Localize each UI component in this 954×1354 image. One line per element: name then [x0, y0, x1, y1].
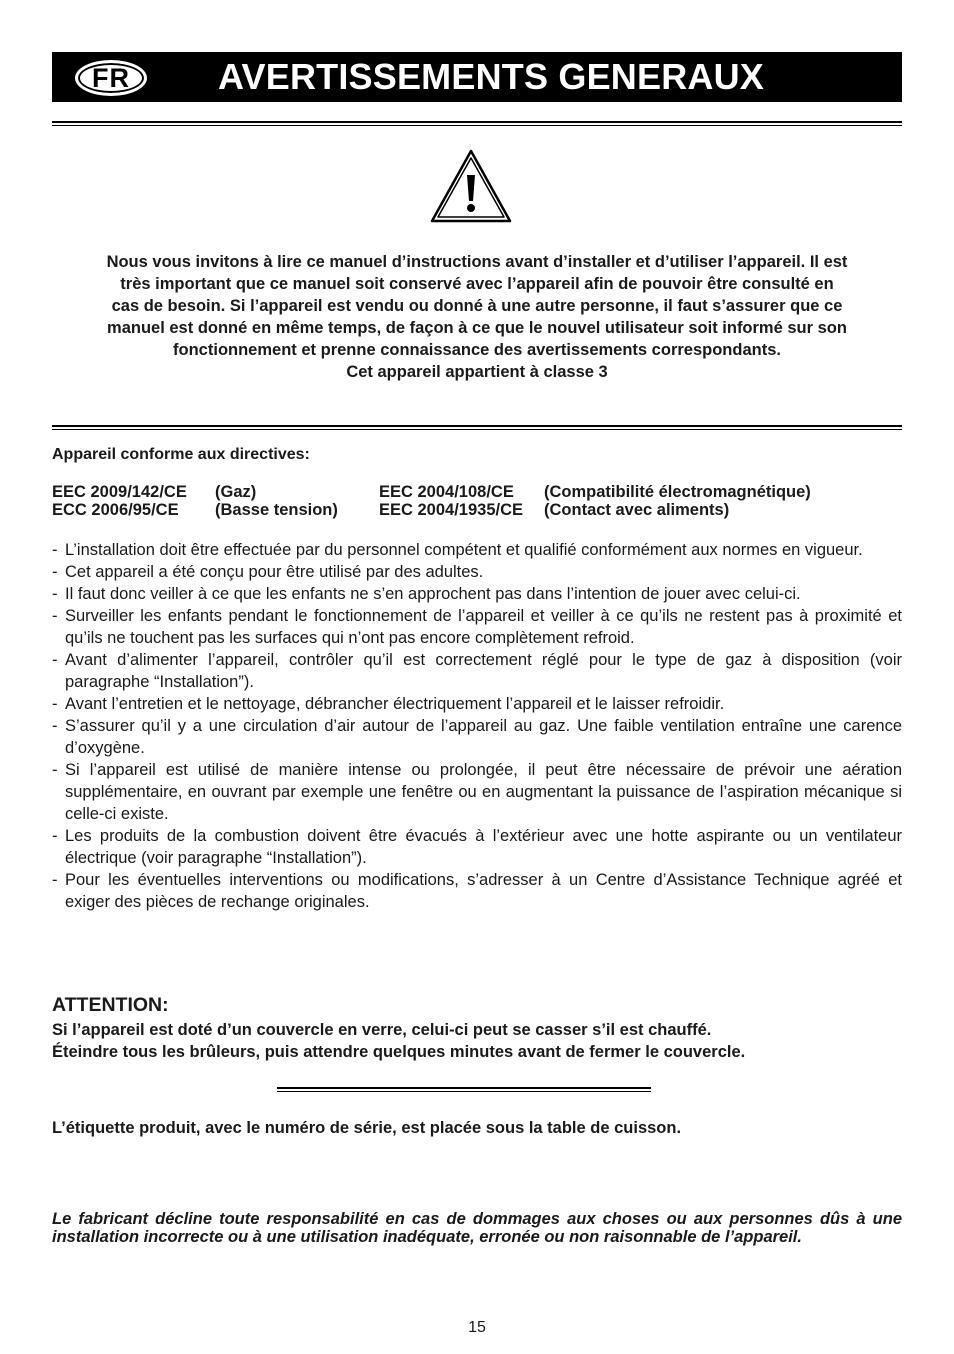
divider-short [277, 1087, 651, 1092]
warning-triangle-icon [430, 149, 512, 223]
intro-paragraph [60, 251, 894, 383]
directive-desc: (Gaz) [215, 483, 257, 501]
manufacturer-disclaimer: Le fabricant décline toute responsabilité en cas de dommages aux choses ou aux personnes dûs à une installation incorrecte ou à une utilisation inadéquate, erronée ou non raisonnable de l’appareil. [52, 1210, 902, 1246]
directive-desc: (Basse tension) [215, 501, 338, 519]
directive-code: EEC 2004/1935/CE [379, 501, 524, 519]
page-number: 15 [468, 1319, 486, 1336]
intro-line: très important que ce manuel soit conservé avec l’appareil afin de pouvoir être consulté en [120, 275, 834, 293]
divider-top [52, 121, 902, 126]
directive-code: EEC 2004/108/CE [379, 483, 514, 501]
directive-desc: (Contact avec aliments) [544, 501, 730, 519]
list-item: - S’assurer qu’il y a une circulation d’air autour de l’appareil au gaz. Une faible ventilation entraîne une carence d’oxygène. [52, 715, 902, 759]
list-item: - Si l’appareil est utilisé de manière intense ou prolongée, il peut être nécessaire de prévoir une aération supplémentaire, en ouvrant par exemple une fenêtre ou en augmentant la puissance de l’aspiration mécanique si celle-ci existe. [52, 759, 902, 825]
list-item: - Pour les éventuelles interventions ou modifications, s’adresser à un Centre d’Assistance Technique agréé et exiger des pièces de rechange originales. [52, 869, 902, 913]
product-label-note: L’étiquette produit, avec le numéro de série, est placée sous la table de cuisson. [52, 1119, 682, 1137]
intro-line: fonctionnement et prenne connaissance des avertissements correspondants. [173, 341, 781, 359]
attention-heading: ATTENTION: [52, 994, 169, 1016]
divider-middle [52, 425, 902, 430]
list-item: - Les produits de la combustion doivent être évacués à l’extérieur avec une hotte aspirante ou un ventilateur électrique (voir paragraphe “Installation”). [52, 825, 902, 869]
list-item: - Surveiller les enfants pendant le fonctionnement de l’appareil et veiller à ce qu’ils ne restent pas à proximité et qu’ils ne touchent pas les surfaces qui n’ont pas encore complètement refroid. [52, 605, 902, 649]
language-badge-label: FR [92, 62, 130, 93]
directive-code: EEC 2009/142/CE [52, 483, 187, 501]
language-badge [75, 60, 147, 96]
page-title: AVERTISSEMENTS GENERAUX [218, 56, 765, 97]
directives-heading: Appareil conforme aux directives: [52, 446, 310, 463]
warnings-list [52, 539, 902, 913]
intro-class-line: Cet appareil appartient à classe 3 [346, 363, 608, 381]
list-item: - Avant d’alimenter l’appareil, contrôler qu’il est correctement réglé pour le type de gaz à disposition (voir paragraphe “Installation”). [52, 649, 902, 693]
attention-line: Si l’appareil est doté d’un couvercle en verre, celui-ci peut se casser s’il est chauffé. [52, 1021, 712, 1039]
list-item: - Avant l’entretien et le nettoyage, débrancher électriquement l’appareil et le laisser refroidir. [52, 693, 902, 715]
intro-line: cas de besoin. Si l’appareil est vendu ou donné à une autre personne, il faut s’assurer que ce [111, 297, 843, 315]
intro-line: manuel est donné en même temps, de façon à ce que le nouvel utilisateur soit informé sur son [107, 319, 847, 337]
list-item: - L’installation doit être effectuée par du personnel compétent et qualifié conformément aux normes en vigueur. [52, 539, 902, 561]
directive-code: ECC 2006/95/CE [52, 501, 179, 519]
section-header [52, 52, 902, 102]
list-item: - Il faut donc veiller à ce que les enfants ne s’en approchent pas dans l’intention de jouer avec celui-ci. [52, 583, 902, 605]
directive-desc: (Compatibilité électromagnétique) [544, 483, 811, 501]
attention-line: Éteindre tous les brûleurs, puis attendre quelques minutes avant de fermer le couvercle. [52, 1043, 746, 1061]
intro-line: Nous vous invitons à lire ce manuel d’instructions avant d’installer et d’utiliser l’appareil. Il est [106, 253, 848, 271]
list-item: - Cet appareil a été conçu pour être utilisé par des adultes. [52, 561, 902, 583]
